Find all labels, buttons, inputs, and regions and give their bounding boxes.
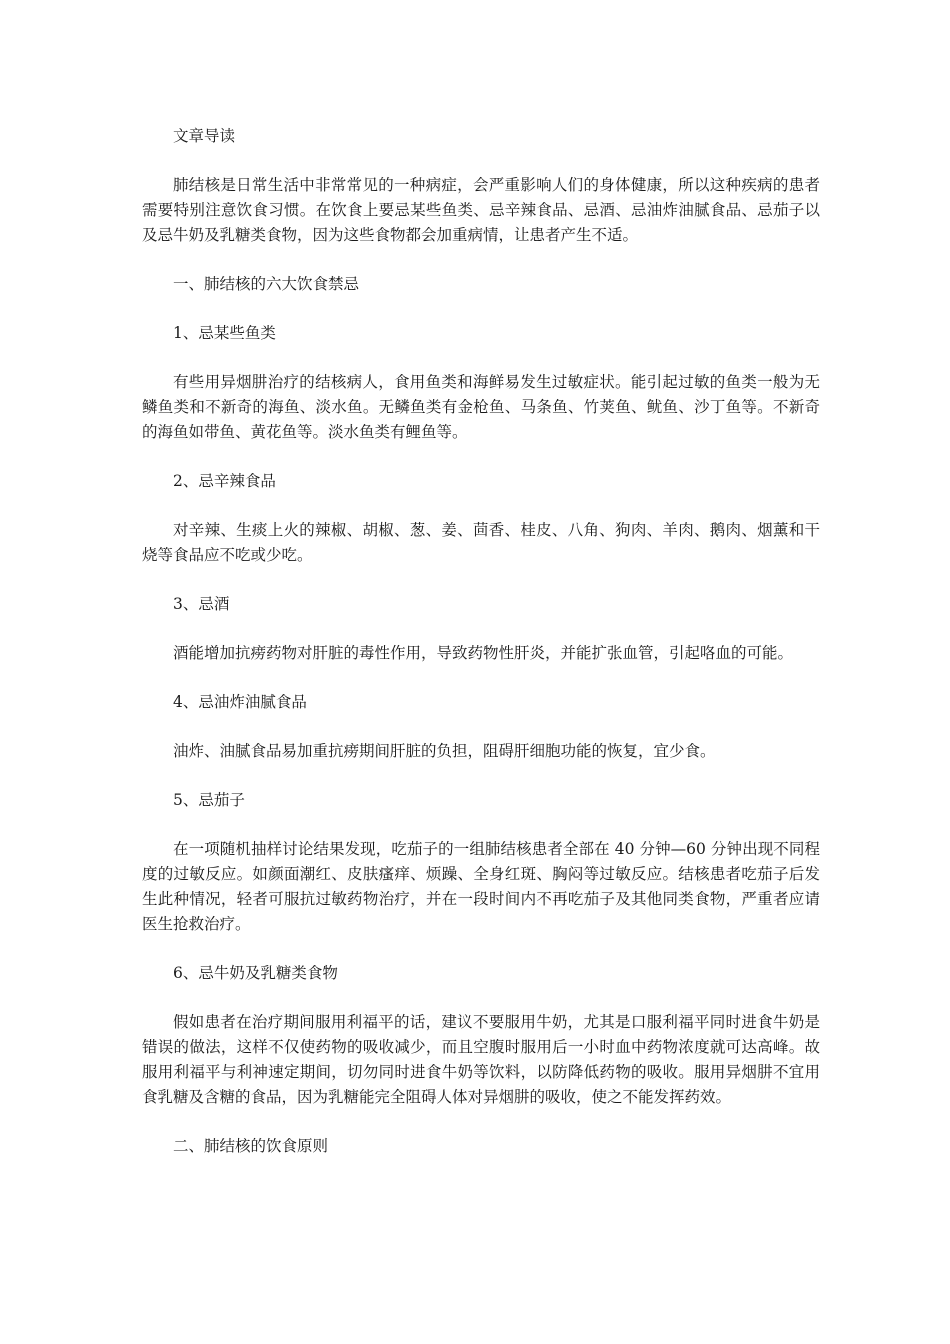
item-2-title: 2、忌辛辣食品 (173, 472, 276, 490)
item-3-text: 酒能增加抗痨药物对肝脏的毒性作用，导致药物性肝炎，并能扩张血管，引起咯血的可能。 (173, 644, 794, 662)
item-2-text: 对辛辣、生痰上火的辣椒、胡椒、葱、姜、茴香、桂皮、八角、狗肉、羊肉、鹅肉、烟薰和干烧等食品应不吃或少吃。 (142, 521, 820, 564)
guide-label: 文章导读 (173, 127, 236, 145)
document-page (142, 124, 820, 1183)
item-4-text: 油炸、油腻食品易加重抗痨期间肝脏的负担，阻碍肝细胞功能的恢复，宜少食。 (173, 742, 716, 760)
item-1-title: 1、忌某些鱼类 (173, 324, 276, 342)
item-4-title: 4、忌油炸油腻食品 (173, 693, 307, 711)
section-2-title: 二、肺结核的饮食原则 (173, 1137, 329, 1155)
intro-paragraph: 肺结核是日常生活中非常常见的一种病症，会严重影响人们的身体健康，所以这种疾病的患者需要特别注意饮食习惯。在饮食上要忌某些鱼类、忌辛辣食品、忌酒、忌油炸油腻食品、忌茄子以及忌牛奶及乳糖类食物，因为这些食物都会加重病情，让患者产生不适。 (142, 176, 820, 244)
item-5-text: 在一项随机抽样讨论结果发现，吃茄子的一组肺结核患者全部在 40 分钟—60 分钟出现不同程度的过敏反应。如颜面潮红、皮肤瘙痒、烦躁、全身红斑、胸闷等过敏反应。结核患者吃茄子后发生此种情况，轻者可服抗过敏药物治疗，并在一段时间内不再吃茄子及其他同类食物，严重者应请医生抢救治疗。 (142, 840, 820, 933)
item-5-title: 5、忌茄子 (173, 791, 245, 809)
section-1-title: 一、肺结核的六大饮食禁忌 (173, 275, 360, 293)
item-3-title: 3、忌酒 (173, 595, 230, 613)
item-1-text: 有些用异烟肼治疗的结核病人，食用鱼类和海鲜易发生过敏症状。能引起过敏的鱼类一般为无鳞鱼类和不新奇的海鱼、淡水鱼。无鳞鱼类有金枪鱼、马条鱼、竹荚鱼、鱿鱼、沙丁鱼等。不新奇的海鱼如带鱼、黄花鱼等。淡水鱼类有鲤鱼等。 (142, 373, 820, 441)
item-6-title: 6、忌牛奶及乳糖类食物 (173, 964, 338, 982)
item-6-text: 假如患者在治疗期间服用利福平的话，建议不要服用牛奶，尤其是口服利福平同时进食牛奶是错误的做法，这样不仅使药物的吸收减少，而且空腹时服用后一小时血中药物浓度就可达高峰。故服用利福平与利神速定期间，切勿同时进食牛奶等饮料，以防降低药物的吸收。服用异烟肼不宜用食乳糖及含糖的食品，因为乳糖能完全阻碍人体对异烟肼的吸收，使之不能发挥药效。 (142, 1013, 820, 1106)
